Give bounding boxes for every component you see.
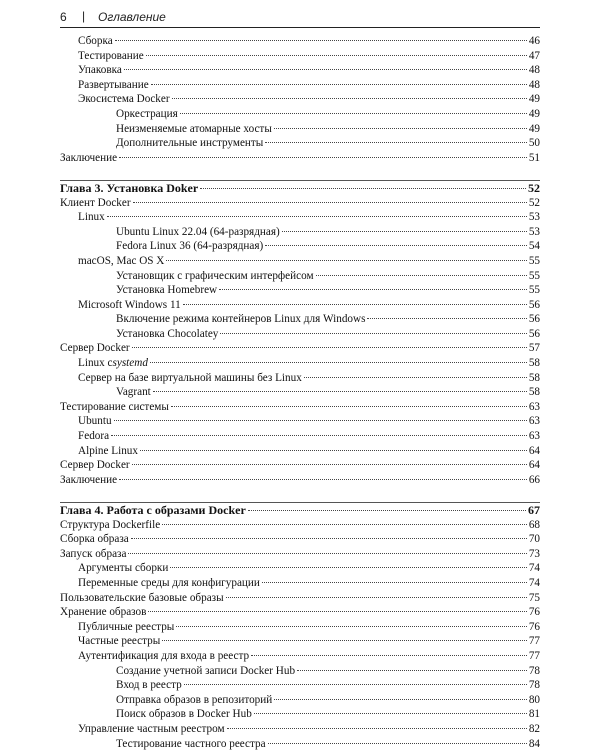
toc-entry-title: Переменные среды для конфигурации bbox=[78, 576, 260, 591]
dot-leader bbox=[166, 260, 526, 261]
toc-entry[interactable] bbox=[60, 634, 540, 649]
toc-page-number: 78 bbox=[529, 678, 540, 693]
toc-entry[interactable] bbox=[60, 327, 540, 342]
toc-page-number: 77 bbox=[529, 634, 540, 649]
toc-entry-title: Создание учетной записи Docker Hub bbox=[116, 664, 295, 679]
header-rule bbox=[60, 27, 540, 28]
dot-leader bbox=[162, 640, 527, 641]
dot-leader bbox=[170, 567, 526, 568]
toc-entry-title: Сервер Docker bbox=[60, 458, 130, 473]
dot-leader bbox=[274, 128, 527, 129]
toc-entry[interactable] bbox=[60, 444, 540, 459]
toc-entry-title: Fedora bbox=[78, 429, 109, 444]
toc-entry-title: Вход в реестр bbox=[116, 678, 182, 693]
toc-entry[interactable] bbox=[60, 693, 540, 708]
toc-entry-title: Упаковка bbox=[78, 63, 122, 78]
dot-leader bbox=[132, 347, 527, 348]
toc-entry[interactable] bbox=[60, 341, 540, 356]
toc-page-number: 76 bbox=[529, 620, 540, 635]
dot-leader bbox=[133, 202, 527, 203]
dot-leader bbox=[150, 362, 527, 363]
toc-entry-title: Linux bbox=[78, 210, 105, 225]
toc-page-number: 49 bbox=[529, 107, 540, 122]
toc-page-number: 63 bbox=[529, 429, 540, 444]
toc-page-number: 75 bbox=[529, 591, 540, 606]
toc-entry-title: Linux с bbox=[78, 356, 113, 371]
toc-page-number: 80 bbox=[529, 693, 540, 708]
toc-page-number: 50 bbox=[529, 136, 540, 151]
toc-entry-title: Сервер Docker bbox=[60, 341, 130, 356]
toc-page-number: 52 bbox=[528, 181, 540, 196]
dot-leader bbox=[367, 318, 526, 319]
dot-leader bbox=[153, 391, 527, 392]
toc-entry[interactable] bbox=[60, 605, 540, 620]
toc-entry-title: Установка Chocolatey bbox=[116, 327, 218, 342]
toc-page-number: 84 bbox=[529, 737, 540, 751]
toc-entry-title: Установка Homebrew bbox=[116, 283, 217, 298]
toc-page-number: 66 bbox=[529, 473, 540, 488]
table-of-contents bbox=[60, 34, 540, 751]
toc-page-number: 58 bbox=[529, 371, 540, 386]
toc-entry-title: Хранение образов bbox=[60, 605, 146, 620]
toc-page-number: 56 bbox=[529, 327, 540, 342]
dot-leader bbox=[184, 684, 527, 685]
toc-entry[interactable] bbox=[60, 620, 540, 635]
toc-entry[interactable] bbox=[60, 107, 540, 122]
toc-page-number: 49 bbox=[529, 122, 540, 137]
toc-entry[interactable] bbox=[60, 269, 540, 284]
toc-entry-title: Сборка bbox=[78, 34, 113, 49]
toc-page-number: 82 bbox=[529, 722, 540, 737]
toc-entry-title: Запуск образа bbox=[60, 547, 126, 562]
toc-page-number: 55 bbox=[529, 269, 540, 284]
toc-page-number: 48 bbox=[529, 63, 540, 78]
toc-entry-title: Microsoft Windows 11 bbox=[78, 298, 181, 313]
toc-entry[interactable] bbox=[60, 532, 540, 547]
toc-entry[interactable] bbox=[60, 239, 540, 254]
toc-entry-title: Развертывание bbox=[78, 78, 149, 93]
toc-page-number: 76 bbox=[529, 605, 540, 620]
dot-leader bbox=[274, 699, 527, 700]
toc-entry[interactable] bbox=[60, 78, 540, 93]
toc-entry-title: Управление частным реестром bbox=[78, 722, 225, 737]
toc-entry[interactable] bbox=[60, 722, 540, 737]
toc-entry-title: Alpine Linux bbox=[78, 444, 138, 459]
toc-entry-title: Поиск образов в Docker Hub bbox=[116, 707, 252, 722]
toc-page-number: 49 bbox=[529, 92, 540, 107]
toc-entry-title: Vagrant bbox=[116, 385, 151, 400]
toc-gap bbox=[60, 165, 540, 180]
dot-leader bbox=[282, 231, 527, 232]
toc-entry[interactable] bbox=[60, 547, 540, 562]
toc-entry-title: Ubuntu Linux 22.04 (64-разрядная) bbox=[116, 225, 280, 240]
toc-entry-title: Сервер на базе виртуальной машины без Linux bbox=[78, 371, 302, 386]
toc-chapter-entry[interactable] bbox=[60, 502, 540, 518]
toc-entry[interactable] bbox=[60, 254, 540, 269]
toc-entry[interactable] bbox=[60, 707, 540, 722]
dot-leader bbox=[151, 84, 527, 85]
dot-leader bbox=[268, 743, 527, 744]
toc-page-number: 70 bbox=[529, 532, 540, 547]
toc-entry-title: Пользовательские базовые образы bbox=[60, 591, 224, 606]
dot-leader bbox=[226, 597, 527, 598]
toc-entry-title: Установщик с графическим интерфейсом bbox=[116, 269, 314, 284]
toc-page-number: 48 bbox=[529, 78, 540, 93]
toc-page-number: 64 bbox=[529, 458, 540, 473]
toc-entry-title: Частные реестры bbox=[78, 634, 160, 649]
toc-entry-title: Fedora Linux 36 (64-разрядная) bbox=[116, 239, 263, 254]
toc-entry-title: Глава 3. Установка Doker bbox=[60, 181, 198, 196]
dot-leader bbox=[219, 289, 527, 290]
toc-entry[interactable] bbox=[60, 63, 540, 78]
toc-entry-title: macOS, Mac OS X bbox=[78, 254, 164, 269]
dot-leader bbox=[316, 275, 527, 276]
toc-page-number: 81 bbox=[529, 707, 540, 722]
toc-entry[interactable] bbox=[60, 210, 540, 225]
toc-entry[interactable] bbox=[60, 664, 540, 679]
toc-entry[interactable] bbox=[60, 591, 540, 606]
toc-entry-title: Дополнительные инструменты bbox=[116, 136, 263, 151]
toc-entry[interactable] bbox=[60, 371, 540, 386]
dot-leader bbox=[248, 510, 526, 511]
toc-entry-title: Структура Dockerfile bbox=[60, 518, 160, 533]
toc-entry[interactable] bbox=[60, 518, 540, 533]
toc-entry[interactable] bbox=[60, 122, 540, 137]
toc-entry[interactable] bbox=[60, 225, 540, 240]
toc-entry[interactable] bbox=[60, 576, 540, 591]
toc-entry[interactable] bbox=[60, 473, 540, 488]
dot-leader bbox=[171, 406, 527, 407]
dot-leader bbox=[220, 333, 526, 334]
toc-page-number: 54 bbox=[529, 239, 540, 254]
toc-page-number: 67 bbox=[528, 503, 540, 518]
dot-leader bbox=[119, 157, 527, 158]
dot-leader bbox=[146, 55, 527, 56]
toc-page-number: 63 bbox=[529, 414, 540, 429]
dot-leader bbox=[183, 304, 527, 305]
toc-entry-title-italic: systemd bbox=[113, 356, 148, 371]
toc-page-number: 63 bbox=[529, 400, 540, 415]
toc-entry[interactable] bbox=[60, 312, 540, 327]
toc-entry[interactable] bbox=[60, 34, 540, 49]
toc-entry[interactable] bbox=[60, 400, 540, 415]
toc-page-number: 74 bbox=[529, 561, 540, 576]
toc-entry[interactable] bbox=[60, 649, 540, 664]
dot-leader bbox=[140, 450, 527, 451]
toc-entry[interactable] bbox=[60, 458, 540, 473]
toc-page-number: 51 bbox=[529, 151, 540, 166]
toc-page-number: 53 bbox=[529, 225, 540, 240]
toc-entry-title: Тестирование bbox=[78, 49, 144, 64]
dot-leader bbox=[297, 670, 527, 671]
toc-entry-title: Аргументы сборки bbox=[78, 561, 168, 576]
dot-leader bbox=[128, 553, 526, 554]
toc-entry-title: Сборка образа bbox=[60, 532, 129, 547]
toc-entry-title: Тестирование системы bbox=[60, 400, 169, 415]
toc-entry[interactable] bbox=[60, 136, 540, 151]
toc-entry-title: Отправка образов в репозиторий bbox=[116, 693, 272, 708]
dot-leader bbox=[265, 245, 527, 246]
toc-chapter-entry[interactable] bbox=[60, 180, 540, 196]
toc-entry[interactable] bbox=[60, 678, 540, 693]
toc-entry[interactable] bbox=[60, 49, 540, 64]
toc-entry-title: Ubuntu bbox=[78, 414, 112, 429]
toc-page-number: 68 bbox=[529, 518, 540, 533]
toc-entry[interactable] bbox=[60, 92, 540, 107]
toc-page-number: 77 bbox=[529, 649, 540, 664]
dot-leader bbox=[176, 626, 527, 627]
page-number: 6 bbox=[60, 10, 67, 24]
toc-entry-title: Неизменяемые атомарные хосты bbox=[116, 122, 272, 137]
dot-leader bbox=[172, 98, 527, 99]
toc-entry-title: Публичные реестры bbox=[78, 620, 174, 635]
toc-page-number: 53 bbox=[529, 210, 540, 225]
dot-leader bbox=[180, 113, 527, 114]
toc-page-number: 47 bbox=[529, 49, 540, 64]
toc-page-number: 73 bbox=[529, 547, 540, 562]
dot-leader bbox=[227, 728, 527, 729]
dot-leader bbox=[131, 538, 527, 539]
dot-leader bbox=[265, 142, 526, 143]
page-header bbox=[60, 8, 540, 28]
dot-leader bbox=[200, 188, 526, 189]
toc-page-number: 58 bbox=[529, 356, 540, 371]
dot-leader bbox=[111, 435, 527, 436]
dot-leader bbox=[148, 611, 526, 612]
toc-entry[interactable] bbox=[60, 385, 540, 400]
header-separator: | bbox=[82, 9, 85, 23]
toc-entry[interactable] bbox=[60, 737, 540, 751]
toc-page-number: 56 bbox=[529, 298, 540, 313]
toc-entry-title: Аутентификация для входа в реестр bbox=[78, 649, 249, 664]
toc-page-number: 55 bbox=[529, 254, 540, 269]
toc-entry-title: Заключение bbox=[60, 151, 117, 166]
dot-leader bbox=[124, 69, 527, 70]
toc-page-number: 58 bbox=[529, 385, 540, 400]
toc-entry[interactable] bbox=[60, 298, 540, 313]
toc-page-number: 46 bbox=[529, 34, 540, 49]
dot-leader bbox=[115, 40, 527, 41]
toc-entry[interactable] bbox=[60, 414, 540, 429]
toc-page-number: 55 bbox=[529, 283, 540, 298]
dot-leader bbox=[262, 582, 527, 583]
dot-leader bbox=[119, 479, 527, 480]
toc-entry[interactable] bbox=[60, 561, 540, 576]
toc-entry-title: Оркестрация bbox=[116, 107, 178, 122]
dot-leader bbox=[304, 377, 527, 378]
toc-entry-title: Глава 4. Работа с образами Docker bbox=[60, 503, 246, 518]
toc-page-number: 56 bbox=[529, 312, 540, 327]
toc-page-number: 78 bbox=[529, 664, 540, 679]
toc-page-number: 64 bbox=[529, 444, 540, 459]
toc-entry[interactable] bbox=[60, 196, 540, 211]
toc-entry-title: Тестирование частного реестра bbox=[116, 737, 266, 751]
dot-leader bbox=[254, 713, 527, 714]
toc-entry-title: Экосистема Docker bbox=[78, 92, 170, 107]
toc-entry[interactable] bbox=[60, 151, 540, 166]
toc-page-number: 74 bbox=[529, 576, 540, 591]
dot-leader bbox=[107, 216, 527, 217]
toc-entry-title: Заключение bbox=[60, 473, 117, 488]
toc-entry[interactable] bbox=[60, 429, 540, 444]
toc-entry[interactable] bbox=[60, 356, 540, 371]
toc-entry[interactable] bbox=[60, 283, 540, 298]
header-title: Оглавление bbox=[98, 10, 166, 24]
dot-leader bbox=[162, 524, 527, 525]
dot-leader bbox=[132, 464, 527, 465]
dot-leader bbox=[251, 655, 527, 656]
dot-leader bbox=[114, 420, 527, 421]
toc-gap bbox=[60, 487, 540, 502]
toc-entry-title: Клиент Docker bbox=[60, 196, 131, 211]
toc-page-number: 52 bbox=[529, 196, 540, 211]
toc-page-number: 57 bbox=[529, 341, 540, 356]
toc-entry-title: Включение режима контейнеров Linux для Windows bbox=[116, 312, 365, 327]
